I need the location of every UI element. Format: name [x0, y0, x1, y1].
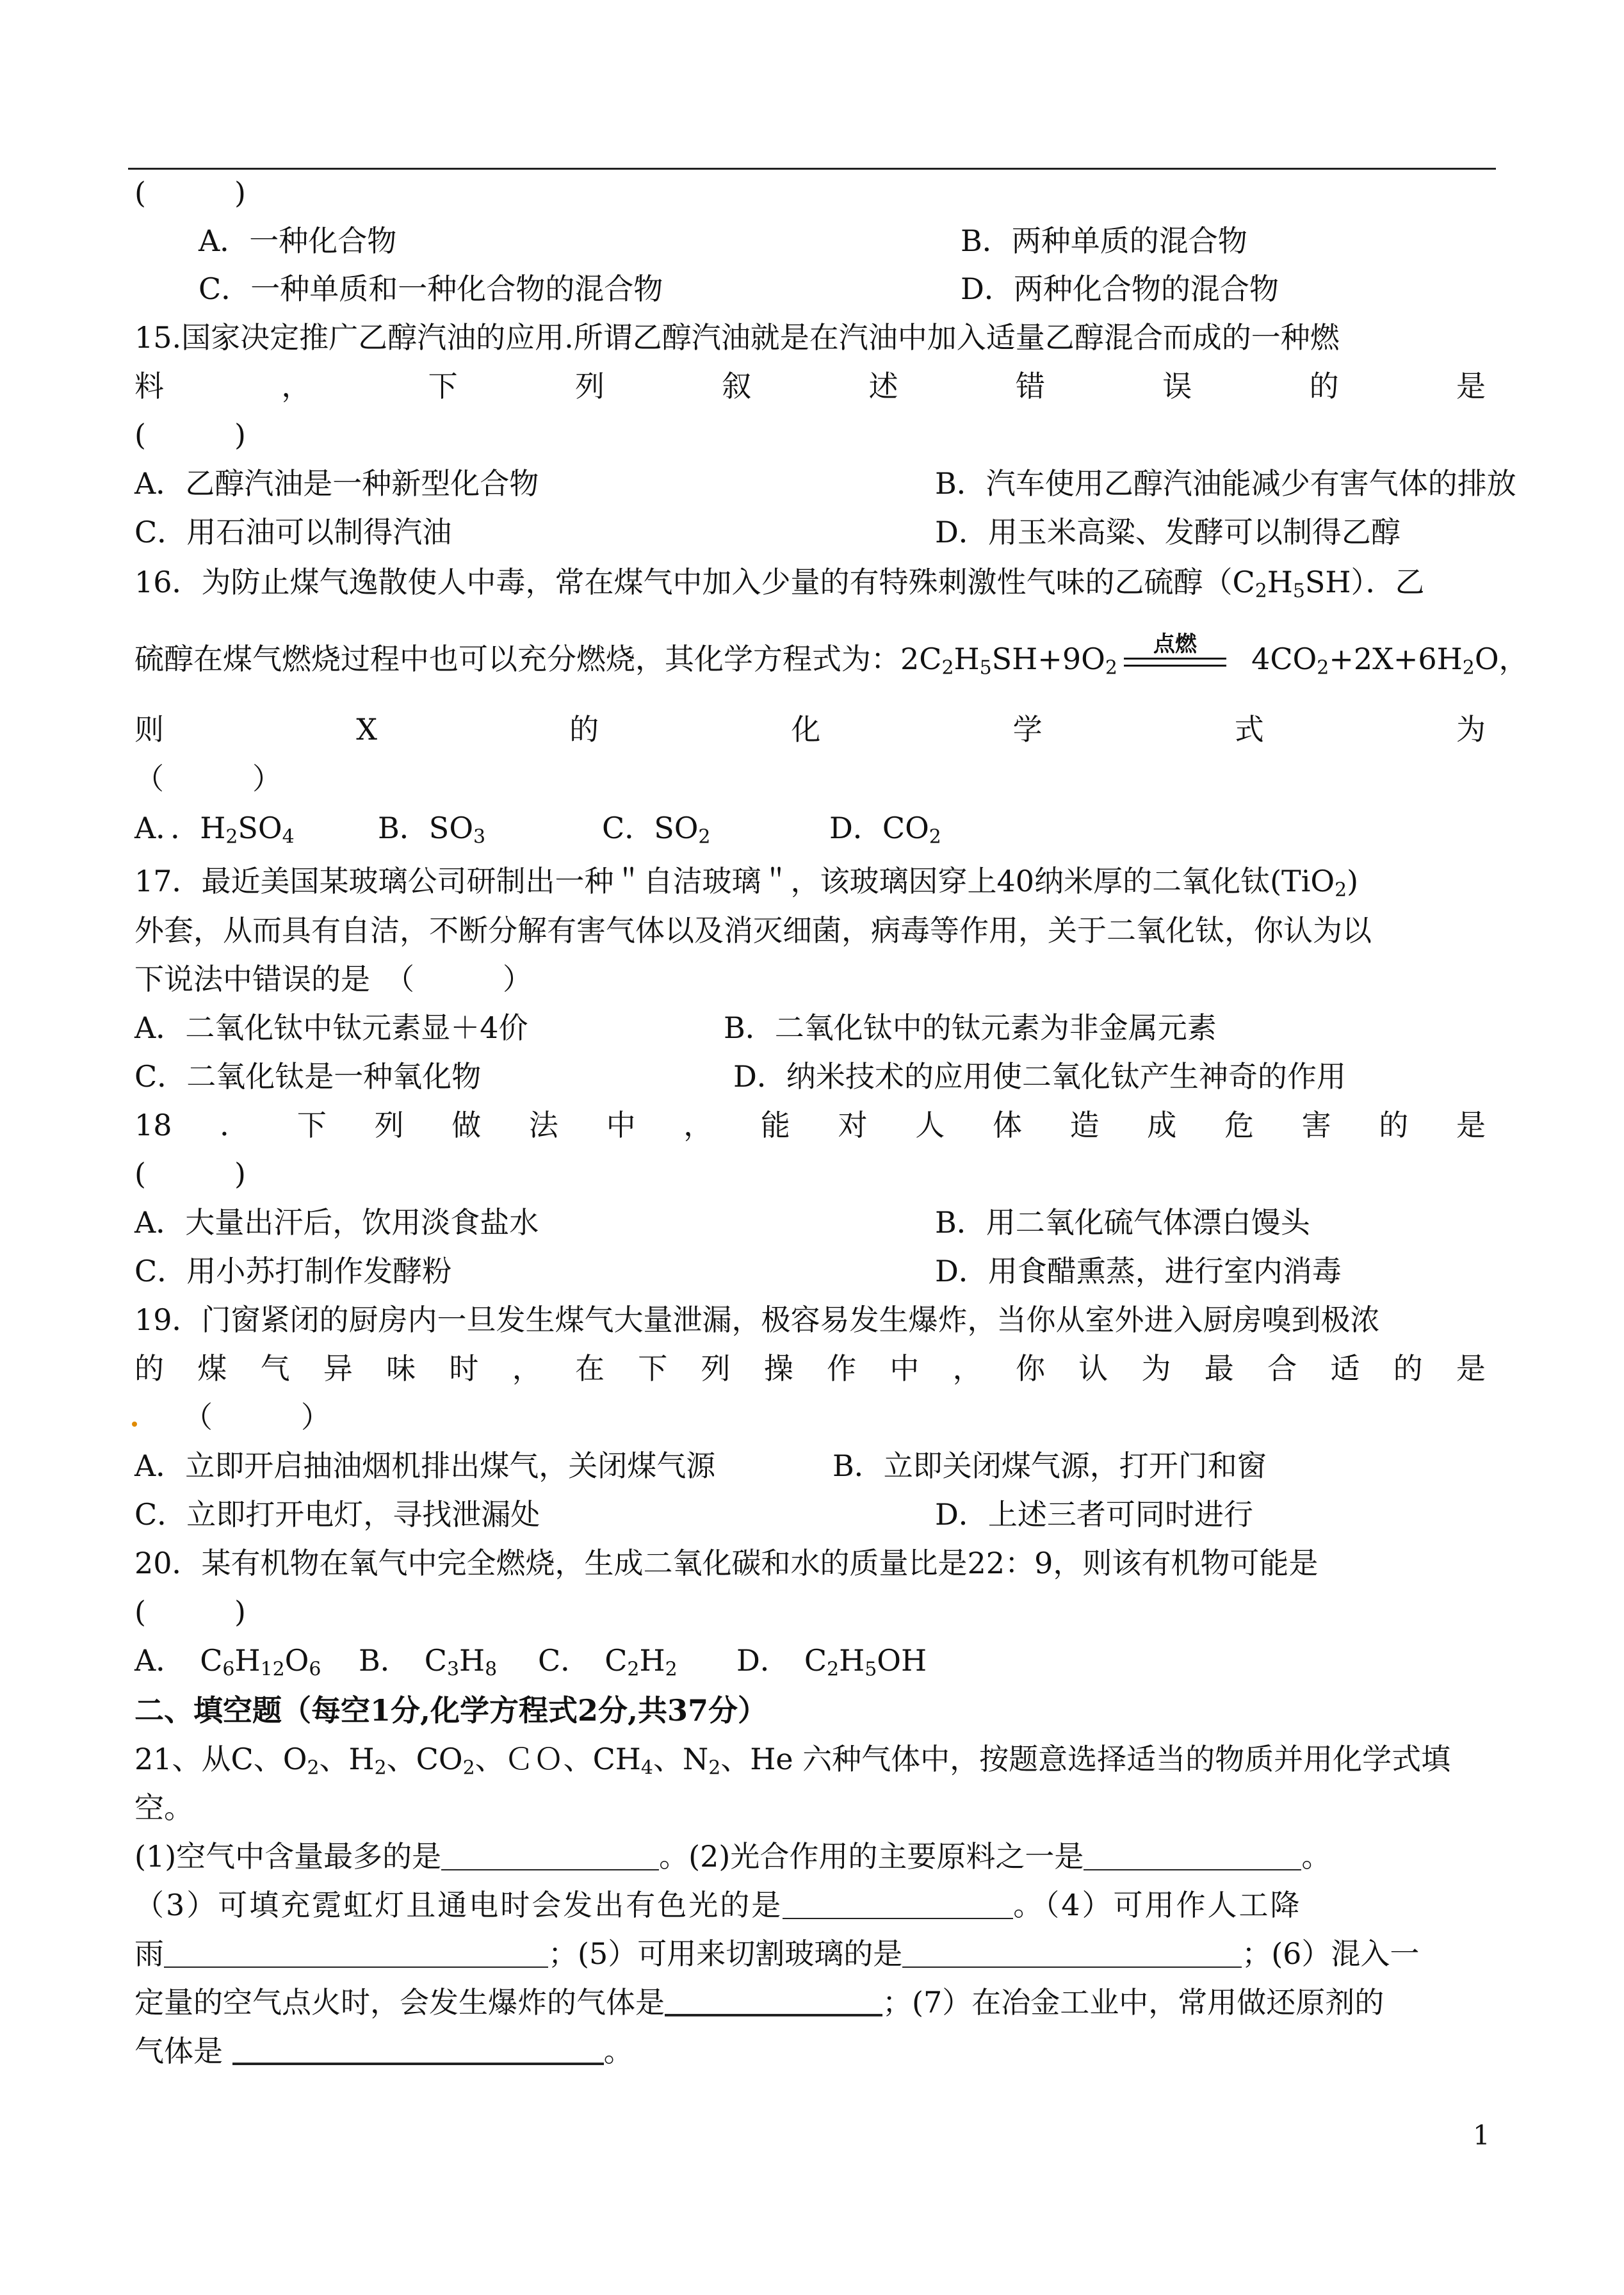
q17-options-row2: [134, 1057, 1486, 1096]
q18-paren: ( ): [134, 1156, 246, 1191]
q19-line2-word: 认: [1078, 1351, 1108, 1386]
q19-line2-word: 时: [449, 1351, 479, 1386]
q16-option-b: B．$SO_3$: [378, 811, 486, 848]
q15-line2-word: 下: [428, 369, 458, 403]
q18-option-d: D．用食醋熏蒸，进行室内消毒: [935, 1254, 1342, 1288]
q16-line3-word: 学: [1012, 712, 1043, 747]
q18-option-c: C．用小苏打制作发酵粉: [134, 1254, 452, 1288]
q15-option-c: C．用石油可以制得汽油: [134, 515, 452, 549]
q16-option-c: C．$SO_2$: [602, 811, 711, 848]
q21-line1: 21、从C、$O_2$、$H_2$、$CO_2$、ＣＯ、$CH_4$、$N_2$、He 六种气体中，按题意选择适当的物质并用化学式填: [134, 1742, 1451, 1780]
q18-line1-word: 造: [1069, 1108, 1100, 1142]
q16-line3: [134, 710, 1486, 749]
q18-options-row2: [134, 1251, 1486, 1291]
q15-line2-word: 料: [134, 369, 164, 403]
q19-line2-word: 操: [763, 1351, 793, 1386]
header-rule: [128, 168, 1496, 170]
q15-line2-word: 叙: [722, 369, 752, 403]
q19-line2-word: 合: [1267, 1351, 1297, 1386]
q16-line3-word: X: [356, 712, 377, 747]
q16-paren: （ ）: [134, 761, 282, 796]
q19-options-row1: [134, 1446, 1486, 1486]
q16-line1: 16．为防止煤气逸散使人中毒，常在煤气中加入少量的有特殊刺激性气味的乙硫醇$(C_2H_5SH)$．乙: [134, 565, 1425, 603]
q18-line1-word: 害: [1301, 1108, 1331, 1142]
q14-option-c: C．一种单质和一种化合物的混合物: [199, 272, 663, 306]
q16-option-d: D．$CO_2$: [829, 811, 941, 848]
q17-line2: 外套，从而具有自洁，不断分解有害气体以及消灭细菌，病毒等作用，关于二氧化钛，你认为以: [134, 913, 1372, 948]
answer-blank-5[interactable]: [902, 1938, 1242, 1968]
q19-line2-word: 是: [1456, 1351, 1486, 1386]
q16-option-a: A．．$H_2SO_4$: [134, 811, 295, 848]
q20-options: [134, 1641, 1486, 1680]
reaction-arrow: [1124, 631, 1226, 674]
q15-line1: 15.国家决定推广乙醇汽油的应用.所谓乙醇汽油就是在汽油中加入适量乙醇混合而成的一种燃: [134, 320, 1340, 355]
q19-line1: 19．门窗紧闭的厨房内一旦发生煤气大量泄漏，极容易发生爆炸，当你从室外进入厨房嗅到极浓: [134, 1302, 1380, 1337]
q19-line2-word: 的: [134, 1351, 164, 1386]
q18-line1-word: 人: [915, 1108, 945, 1142]
q19-line2-word: 你: [1015, 1351, 1045, 1386]
q15-paren: ( ): [134, 418, 246, 452]
answer-blank-1[interactable]: [441, 1841, 659, 1870]
q17-option-a: A．二氧化钛中钛元素显＋4价: [134, 1010, 528, 1045]
answer-blank-4[interactable]: [164, 1938, 548, 1968]
q19-paren: （ ）: [183, 1400, 330, 1434]
q19-line2-word: 的: [1393, 1351, 1423, 1386]
q20-option-b: B． $C_3H_8$: [359, 1643, 498, 1681]
q19-option-c: C．立即打开电灯，寻找泄漏处: [134, 1497, 540, 1532]
q16-line3-word: 则: [134, 712, 164, 747]
q21-part7: 气体是 。: [134, 2034, 633, 2068]
q14-option-b: B．两种单质的混合物: [961, 223, 1247, 258]
q21-part4: 雨 ；(5）可用来切割玻璃的是 ；(6）混入一: [134, 1936, 1420, 1971]
q15-line2-word: ，: [281, 369, 311, 403]
q20-line1: 20．某有机物在氧气中完全燃烧，生成二氧化碳和水的质量比是22：9，则该有机物可能是: [134, 1546, 1319, 1580]
q15-options-row2: [134, 512, 1486, 552]
q18-line1-word: 是: [1456, 1108, 1486, 1142]
q19-line2-word: 煤: [197, 1351, 227, 1386]
q20-option-c: C． $C_2H_2$: [538, 1643, 678, 1681]
q17-options-row1: [134, 1008, 1486, 1048]
q19-option-d: D．上述三者可同时进行: [935, 1497, 1253, 1532]
reaction-condition: 点燃: [1153, 631, 1197, 657]
q19-line2-word: 味: [386, 1351, 416, 1386]
q19-line2-word: 中: [889, 1351, 920, 1386]
q15-option-a: A．乙醇汽油是一种新型化合物: [134, 466, 539, 501]
q18-line1-word: 18: [134, 1108, 172, 1142]
q18-line1: [134, 1105, 1486, 1145]
q20-paren: ( ): [134, 1594, 246, 1629]
q17-option-b: B．二氧化钛中的钛元素为非金属元素: [724, 1010, 1217, 1045]
q15-line2-word: 的: [1309, 369, 1339, 403]
q18-line1-word: 体: [992, 1108, 1022, 1142]
q21-line2: 空。: [134, 1790, 193, 1825]
q20-option-d: D． $C_2H_5OH$: [736, 1643, 927, 1681]
q18-line1-word: 做: [451, 1108, 482, 1142]
q18-line1-word: ，: [683, 1108, 713, 1142]
q20-option-a: A． $C_6H_{12}O_6$: [134, 1643, 321, 1681]
q14-paren: ( ): [134, 175, 246, 210]
q17-line3: 下说法中错误的是 （ ）: [134, 962, 532, 996]
q19-line2-word: 列: [701, 1351, 731, 1386]
q18-line1-word: 对: [838, 1108, 868, 1142]
q21-part1: (1)空气中含量最多的是 。(2)光合作用的主要原料之一是 。: [134, 1839, 1331, 1874]
q19-option-a: A．立即开启抽油烟机排出煤气，关闭煤气源: [134, 1448, 716, 1483]
q19-line2-word: ，: [952, 1351, 982, 1386]
q19-line2-word: ，: [512, 1351, 542, 1386]
section-heading: 二、填空题（每空1分,化学方程式2分,共37分）: [134, 1693, 768, 1728]
q21-part3: （3）可填充霓虹灯且通电时会发出有色光的是 。（4）可用作人工降: [134, 1888, 1302, 1922]
q14-option-a: A．一种化合物: [199, 223, 397, 258]
q19-line2-word: 在: [574, 1351, 605, 1386]
q15-options-row1: [134, 464, 1516, 503]
q15-line2: [134, 366, 1486, 406]
q17-line1: 17．最近美国某玻璃公司研制出一种＂自洁玻璃＂，该玻璃因穿上40纳米厚的二氧化钛(TiO$_2$): [134, 864, 1359, 902]
q18-line1-word: 成: [1147, 1108, 1177, 1142]
q15-line2-word: 列: [574, 369, 605, 403]
q15-option-d: D．用玉米高粱、发酵可以制得乙醇: [935, 515, 1401, 549]
q18-option-b: B．用二氧化硫气体漂白馒头: [935, 1205, 1310, 1240]
q15-line2-word: 错: [1015, 369, 1045, 403]
q19-line2-word: 下: [638, 1351, 668, 1386]
q18-options-row1: [134, 1203, 1486, 1242]
q14-options-row1: [134, 221, 1550, 261]
q18-option-a: A．大量出汗后，饮用淡食盐水: [134, 1205, 539, 1240]
q19-line2-word: 为: [1141, 1351, 1171, 1386]
q18-line1-word: 下: [296, 1108, 327, 1142]
answer-blank-3[interactable]: [783, 1890, 1013, 1919]
q19-line2-word: 适: [1330, 1351, 1360, 1386]
q16-line3-word: 化: [791, 712, 821, 747]
q19-line2-word: 气: [260, 1351, 290, 1386]
answer-blank-2[interactable]: [1084, 1841, 1301, 1870]
q16-options: [134, 808, 1486, 848]
q19-line2-word: 最: [1204, 1351, 1234, 1386]
q14-options-row2: [134, 269, 1550, 309]
q19-option-b: B．立即关闭煤气源，打开门和窗: [832, 1448, 1267, 1483]
q17-option-d: D．纳米技术的应用使二氧化钛产生神奇的作用: [733, 1059, 1346, 1094]
q18-line1-word: 危: [1224, 1108, 1254, 1142]
q16-equation-line: 硫醇在煤气燃烧过程中也可以充分燃烧，其化学方程式为：$2C_2H_5SH+9O_2$ 点燃 $4CO_2+2X+6H_2O$，: [134, 639, 1486, 679]
answer-blank-6[interactable]: [665, 1986, 882, 2016]
q18-line1-word: 的: [1379, 1108, 1409, 1142]
q15-line2-word: 述: [868, 369, 898, 403]
q18-line1-word: 列: [374, 1108, 404, 1142]
q18-line1-word: 中: [606, 1108, 636, 1142]
page-number: 1: [1473, 2120, 1490, 2151]
q17-option-c: C．二氧化钛是一种氧化物: [134, 1059, 482, 1094]
q16-line3-word: 的: [569, 712, 599, 747]
q21-part6: 定量的空气点火时，会发生爆炸的气体是 ；(7）在冶金工业中，常用做还原剂的: [134, 1985, 1384, 2020]
q18-line1-word: ．: [220, 1108, 250, 1142]
answer-blank-7[interactable]: [232, 2034, 604, 2065]
q15-line2-word: 是: [1456, 369, 1486, 403]
q19-line2-word: 异: [323, 1351, 353, 1386]
q14-option-d: D．两种化合物的混合物: [961, 272, 1279, 306]
q15-line2-word: 误: [1162, 369, 1192, 403]
q18-line1-word: 法: [528, 1108, 558, 1142]
q18-line1-word: 能: [760, 1108, 790, 1142]
q16-line3-word: 为: [1456, 712, 1486, 747]
q15-option-b: B．汽车使用乙醇汽油能减少有害气体的排放: [935, 466, 1516, 501]
q19-line2: [134, 1349, 1486, 1388]
q19-line2-word: 作: [827, 1351, 857, 1386]
q16-line3-word: 式: [1234, 712, 1264, 747]
q19-options-row2: [134, 1495, 1486, 1534]
